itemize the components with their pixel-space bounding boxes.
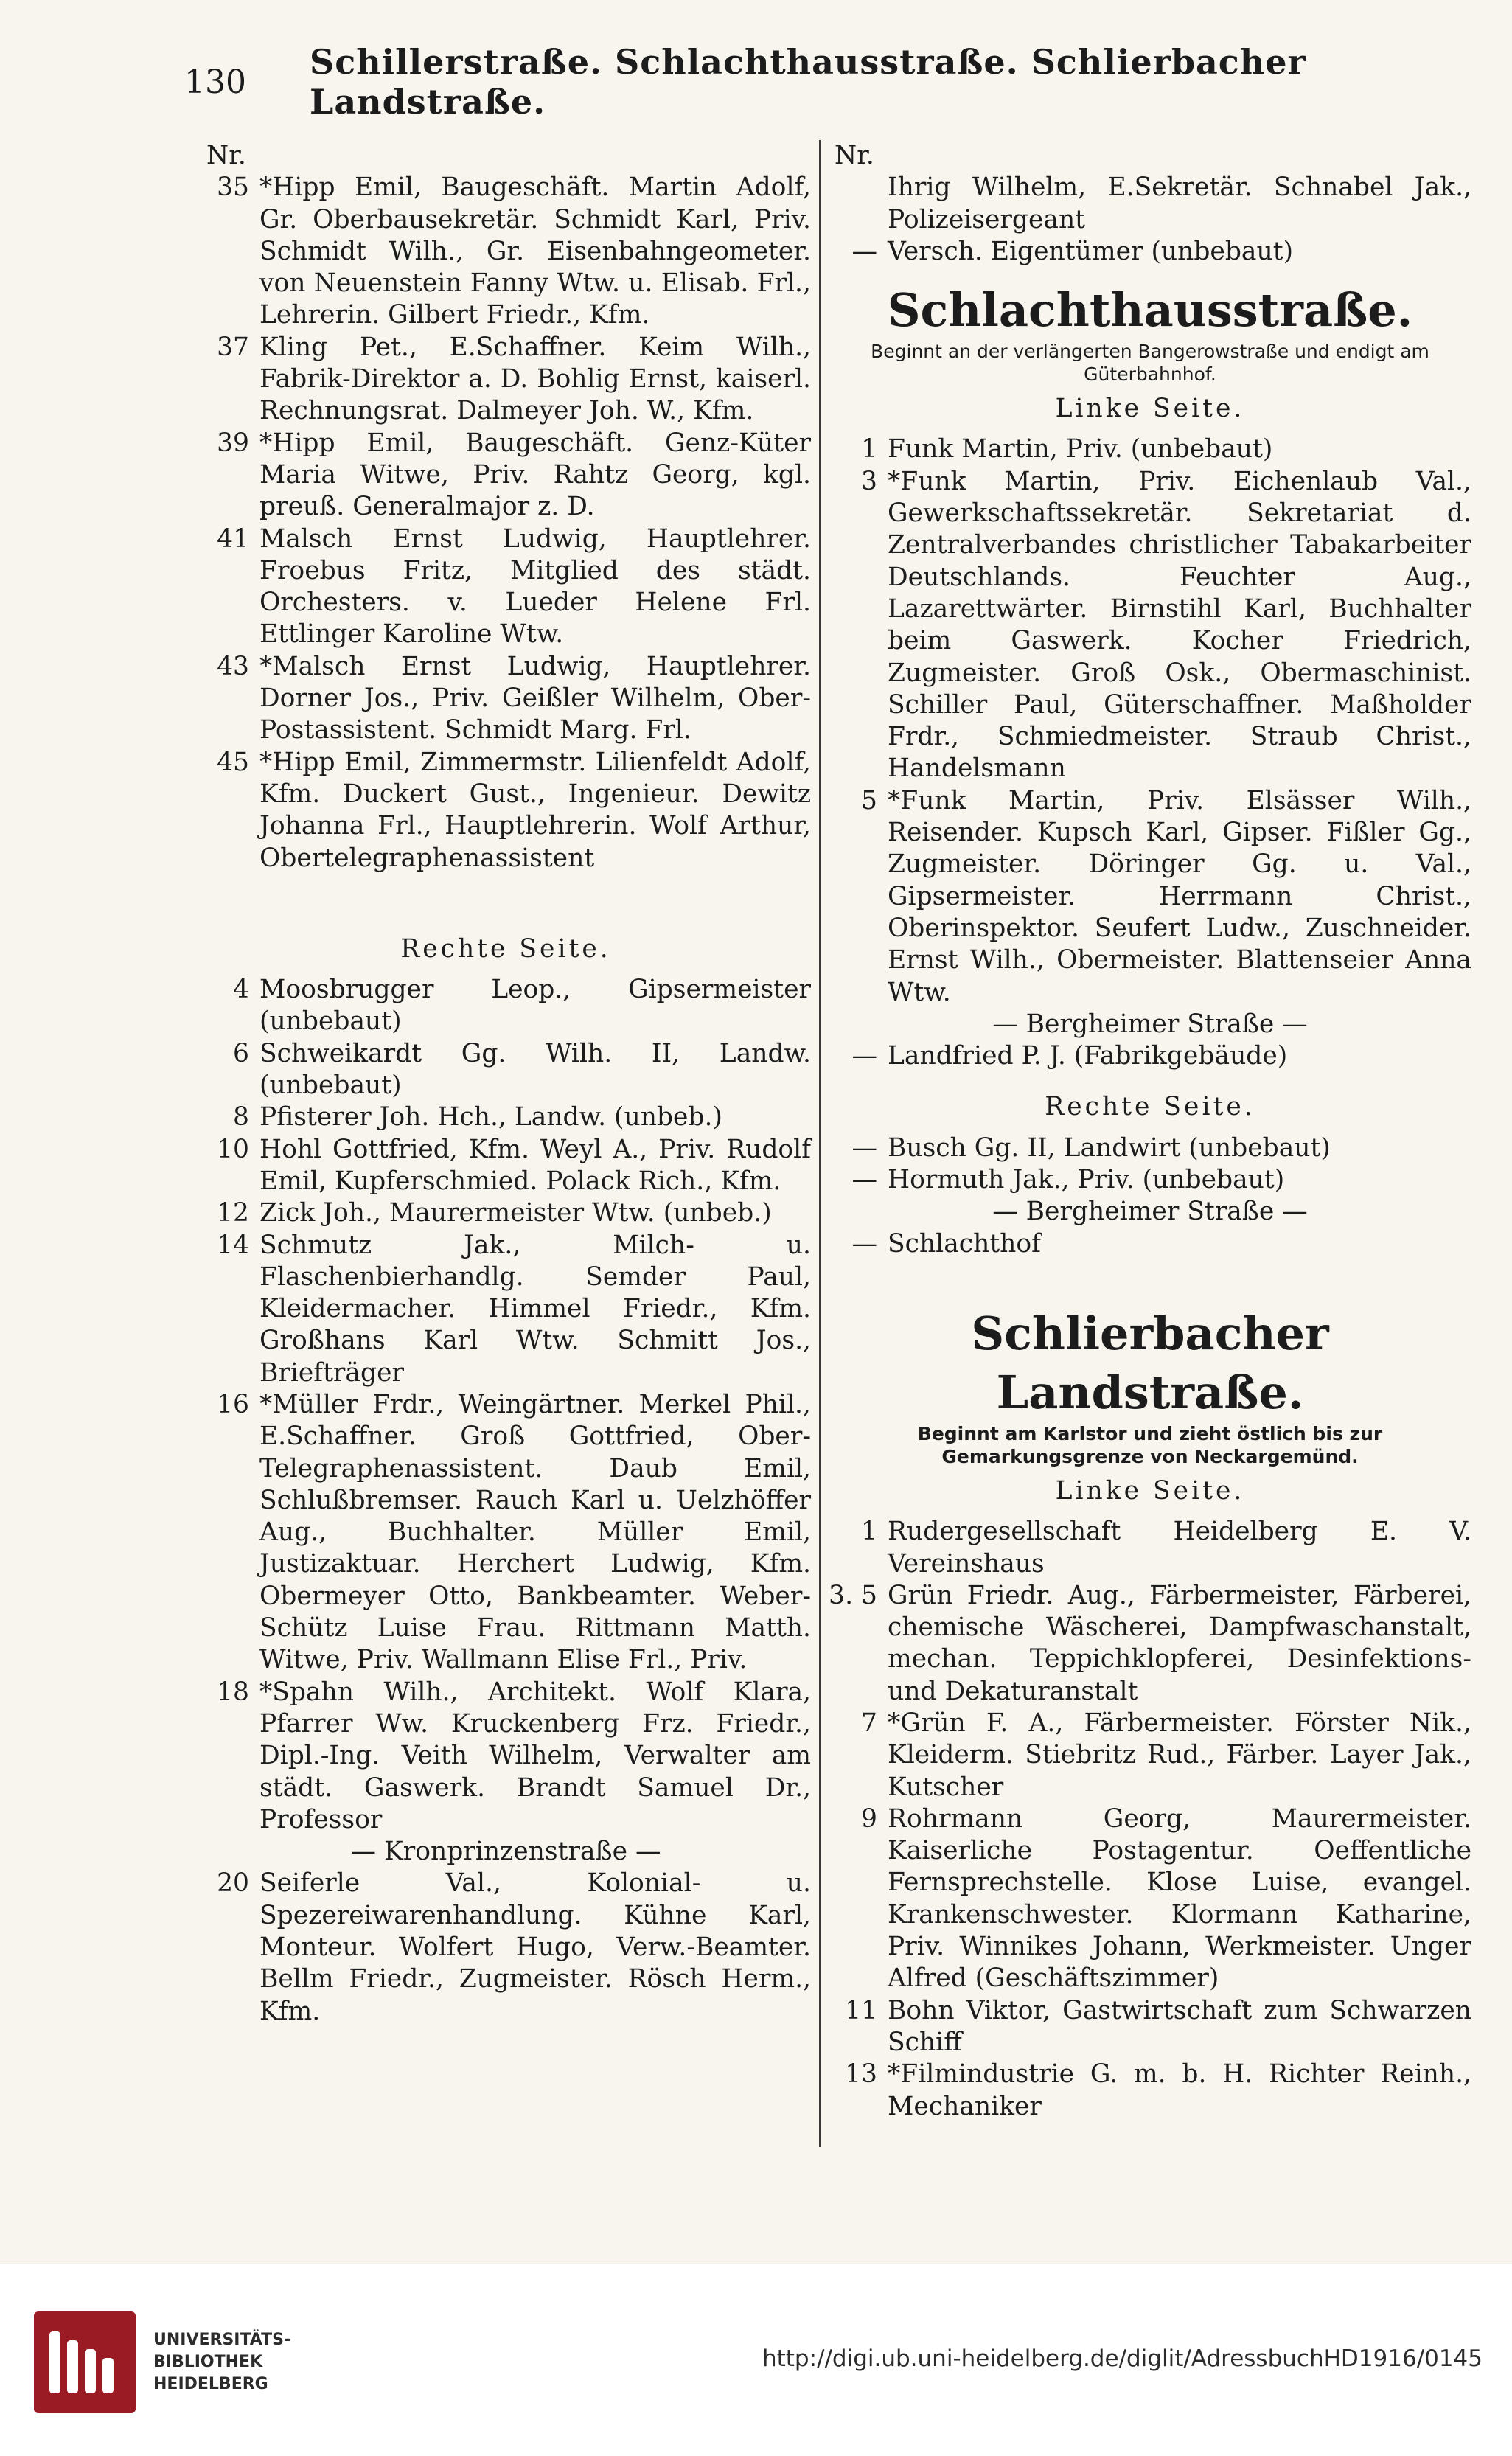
address-entry xyxy=(829,1516,1471,1580)
address-entry xyxy=(201,651,811,747)
schlachthaus-right-entries xyxy=(829,1133,1471,1260)
library-name: UNIVERSITÄTS- BIBLIOTHEK HEIDELBERG xyxy=(153,2331,291,2393)
address-entry xyxy=(201,332,811,428)
left-column xyxy=(201,140,811,2028)
address-entry xyxy=(201,1230,811,1389)
house-number: 3 xyxy=(861,466,877,496)
entry-text: *Funk Martin, Priv. Elsässer Wilh., Reisender. Kupsch Karl, Gipser. Fißler Gg., Zugmeister. Döringer Gg. u. Val., Gipsermeister. Herrmann Christ., Oberinspektor. Seufert Ludw., Zuschneider. Ernst Wilh., Obermeister. Blattenseier Anna Wtw. xyxy=(888,785,1471,1007)
house-number: 12 xyxy=(217,1198,249,1228)
address-entry xyxy=(201,172,811,331)
entry-text: *Grün F. A., Färbermeister. Förster Nik., Kleiderm. Stiebritz Rud., Färber. Layer Jak., Kutscher xyxy=(888,1708,1471,1802)
address-entry xyxy=(201,974,811,1038)
house-number: — xyxy=(851,1041,877,1071)
house-number: 5 xyxy=(861,785,877,815)
nr-label: Nr. xyxy=(206,141,246,170)
address-entry xyxy=(829,1995,1471,2059)
address-entry xyxy=(201,1389,811,1677)
entry-text: Seiferle Val., Kolonial- u. Spezereiwarenhandlung. Kühne Karl, Monteur. Wolfert Hugo, Verw.-Beamter. Bellm Friedr., Zugmeister. Rösch Herm., Kfm. xyxy=(259,1868,811,2026)
house-number: 20 xyxy=(217,1868,249,1899)
entry-text: *Hipp Emil, Baugeschäft. Martin Adolf, Gr. Oberbausekretär. Schmidt Karl, Priv. Schmidt Wilh., Gr. Eisenbahngeometer. von Neuenstein Fanny Wtw. u. Elisab. Frl., Lehrerin. Gilbert Friedr., Kfm. xyxy=(259,173,811,330)
address-entry xyxy=(201,1677,811,1836)
running-title: Schillerstraße. Schlachthausstraße. Schlierbacher Landstraße. xyxy=(310,42,1306,122)
entry-text: Hohl Gottfried, Kfm. Weyl A., Priv. Rudolf Emil, Kupferschmied. Polack Rich., Kfm. xyxy=(259,1134,811,1196)
source-url-link[interactable]: http://digi.ub.uni-heidelberg.de/diglit/AdressbuchHD1916/0145 xyxy=(762,2345,1483,2372)
house-number: — xyxy=(851,1133,877,1163)
right-side-entries-list xyxy=(201,974,811,2028)
house-number: — xyxy=(851,1228,877,1259)
address-entry xyxy=(201,1102,811,1133)
house-number xyxy=(829,172,888,236)
entry-text: *Müller Frdr., Weingärtner. Merkel Phil., E.Schaffner. Groß Gottfried, Ober-Telegraphenassistent. Daub Emil, Schlußbremser. Rauch Karl u. Uelzhöffer Aug., Buchhalter. Müller Emil, Justizaktuar. Herchert Ludwig, Kfm. Obermeyer Otto, Bankbeamter. Weber-Schütz Luise Frau. Rittmann Matth. Witwe, Priv. Wallmann Elise Frl., Priv. xyxy=(259,1389,811,1675)
address-entry xyxy=(201,1868,811,2027)
cross-street-marker: — Bergheimer Straße — xyxy=(992,1009,1308,1039)
house-number: 1 xyxy=(861,434,877,465)
address-entry xyxy=(829,1164,1471,1196)
page-header xyxy=(184,42,1372,122)
house-number: — xyxy=(851,1165,877,1195)
house-number: 45 xyxy=(217,747,249,777)
entry-text: Moosbrugger Leop., Gipsermeister (unbebaut) xyxy=(259,975,811,1037)
entry-text: Busch Gg. II, Landwirt (unbebaut) xyxy=(888,1133,1331,1163)
section-heading-right-side: Rechte Seite. xyxy=(400,933,611,964)
entry-text: Bohn Viktor, Gastwirtschaft zum Schwarzen Schiff xyxy=(888,1995,1471,2057)
house-number: 41 xyxy=(217,523,249,554)
entry-text: *Hipp Emil, Baugeschäft. Genz-Küter Maria Witwe, Priv. Rahtz Georg, kgl. preuß. Generalmajor z. D. xyxy=(259,428,811,522)
entry-text: Zick Joh., Maurermeister Wtw. (unbeb.) xyxy=(259,1198,772,1228)
house-number: 6 xyxy=(233,1038,249,1068)
street-description: Beginnt am Karlstor und zieht östlich bis zur Gemarkungsgrenze von Neckargemünd. xyxy=(917,1422,1383,1467)
house-number: 14 xyxy=(217,1230,249,1260)
address-entry xyxy=(829,1580,1471,1708)
entry-text: *Funk Martin, Priv. Eichenlaub Val., Gewerkschaftssekretär. Sekretariat d. Zentralverbandes christlicher Tabakarbeiter Deutschlands. Feuchter Aug., Lazarettwärter. Birnstihl Karl, Buchhalter beim Gaswerk. Kocher Friedrich, Zugmeister. Groß Osk., Obermaschinist. Schiller Paul, Güterschaffner. Maßholder Frdr., Schmiedmeister. Straub Christ., Handelsmann xyxy=(888,466,1471,784)
entry-text: Versch. Eigentümer (unbebaut) xyxy=(888,236,1294,266)
library-logo[interactable] xyxy=(29,2307,290,2418)
university-library-logo-icon xyxy=(29,2307,140,2418)
address-entry xyxy=(829,1803,1471,1995)
house-number: 9 xyxy=(861,1803,877,1834)
left-entries-list xyxy=(201,172,811,874)
address-entry xyxy=(201,1038,811,1102)
cross-street-marker: — Kronprinzenstraße — xyxy=(350,1837,661,1867)
footer xyxy=(0,2264,1512,2456)
entry-text: *Spahn Wilh., Architekt. Wolf Klara, Pfarrer Ww. Kruckenberg Frz. Friedr., Dipl.-Ing. Veith Wilhelm, Verwalter am städt. Gaswerk. Brandt Samuel Dr., Professor xyxy=(259,1677,811,1834)
house-number: 43 xyxy=(217,651,249,681)
entry-text: Funk Martin, Priv. (unbebaut) xyxy=(888,434,1273,465)
address-entry xyxy=(201,1197,811,1229)
section-heading-left-side: Linke Seite. xyxy=(1055,394,1245,424)
column-divider xyxy=(819,140,821,2147)
section-heading-left-side: Linke Seite. xyxy=(1055,1475,1245,1506)
house-number: 37 xyxy=(217,332,249,362)
entry-text: *Hipp Emil, Zimmermstr. Lilienfeldt Adolf, Kfm. Duckert Gust., Ingenieur. Dewitz Johanna Frl., Hauptlehrerin. Wolf Arthur, Obertelegraphenassistent xyxy=(259,747,811,873)
entry-text: Landfried P. J. (Fabrikgebäude) xyxy=(888,1041,1288,1071)
entry-text: *Malsch Ernst Ludwig, Hauptlehrer. Dorner Jos., Priv. Geißler Wilhelm, Ober-Postassistent. Schmidt Marg. Frl. xyxy=(259,651,811,745)
street-description: Beginnt an der verlängerten Bangerowstraße und endigt am Güterbahnhof. xyxy=(871,341,1429,386)
house-number: 39 xyxy=(217,428,249,458)
cross-street-marker: — Bergheimer Straße — xyxy=(992,1197,1308,1227)
address-entry xyxy=(201,523,811,651)
entry-text: Malsch Ernst Ludwig, Hauptlehrer. Froebus Fritz, Mitglied des städt. Orchesters. v. Lueder Helene Frl. Ettlinger Karoline Wtw. xyxy=(259,523,811,650)
schlachthaus-left-entries xyxy=(829,434,1471,1072)
house-number: 8 xyxy=(233,1102,249,1133)
entry-text: Grün Friedr. Aug., Färbermeister, Färberei, chemische Wäscherei, Dampfwaschanstalt, mechan. Teppichklopferei, Desinfektions- und Dekaturanstalt xyxy=(888,1580,1471,1706)
address-entry xyxy=(829,785,1471,1009)
nr-label: Nr. xyxy=(835,141,874,170)
section-heading-right-side: Rechte Seite. xyxy=(1045,1092,1255,1122)
house-number: 7 xyxy=(861,1708,877,1738)
entry-text: Pfisterer Joh. Hch., Landw. (unbeb.) xyxy=(259,1102,722,1133)
address-entry xyxy=(829,1708,1471,1803)
continued-entries-list xyxy=(829,172,1471,268)
entry-text: Ihrig Wilhelm, E.Sekretär. Schnabel Jak., Polizeisergeant xyxy=(888,173,1471,234)
street-title-schlierbacher-landstrasse: Schlierbacher Landstraße. xyxy=(971,1306,1329,1419)
address-entry xyxy=(829,1133,1471,1164)
street-title-schlachthausstrasse: Schlachthausstraße. xyxy=(887,283,1413,338)
entry-text: Schweikardt Gg. Wilh. II, Landw. (unbebaut) xyxy=(259,1038,811,1101)
right-column xyxy=(829,140,1471,2123)
address-entry xyxy=(829,2059,1471,2123)
entry-text: Rudergesellschaft Heidelberg E. V. Vereinshaus xyxy=(888,1517,1471,1579)
house-number: 3. 5 xyxy=(829,1580,877,1610)
address-entry xyxy=(201,747,811,874)
house-number: 13 xyxy=(845,2059,877,2090)
page-number: 130 xyxy=(184,63,246,101)
house-number: 11 xyxy=(845,1995,877,2025)
address-entry xyxy=(829,236,1471,268)
schlierbacher-left-entries xyxy=(829,1516,1471,2123)
house-number: 10 xyxy=(217,1134,249,1164)
house-number: — xyxy=(851,236,877,266)
entry-text: Schmutz Jak., Milch- u. Flaschenbierhandlg. Semder Paul, Kleidermacher. Himmel Friedr., Kfm. Großhans Karl Wtw. Schmitt Jos., Briefträger xyxy=(259,1230,811,1388)
address-entry xyxy=(829,466,1471,785)
address-entry xyxy=(201,1134,811,1198)
address-entry xyxy=(829,1228,1471,1260)
house-number: 1 xyxy=(861,1517,877,1547)
address-entry xyxy=(201,428,811,523)
entry-text: Schlachthof xyxy=(888,1228,1041,1259)
address-entry xyxy=(829,1040,1471,1072)
house-number: 16 xyxy=(217,1389,249,1419)
entry-text: Kling Pet., E.Schaffner. Keim Wilh., Fabrik-Direktor a. D. Bohlig Ernst, kaiserl. Rechnungsrat. Dalmeyer Joh. W., Kfm. xyxy=(259,332,811,426)
entry-text: Rohrmann Georg, Maurermeister. Kaiserliche Postagentur. Oeffentliche Fernsprechstelle. Klose Luise, evangel. Krankenschwester. Klormann Katharine, Priv. Winnikes Johann, Werkmeister. Unger Alfred (Geschäftszimmer) xyxy=(888,1803,1471,1994)
house-number: 18 xyxy=(217,1677,249,1707)
address-entry xyxy=(829,172,1471,236)
house-number: 4 xyxy=(233,975,249,1005)
house-number: 35 xyxy=(217,173,249,203)
address-entry xyxy=(829,434,1471,465)
entry-text: *Filmindustrie G. m. b. H. Richter Reinh., Mechaniker xyxy=(888,2059,1471,2121)
entry-text: Hormuth Jak., Priv. (unbebaut) xyxy=(888,1165,1285,1195)
